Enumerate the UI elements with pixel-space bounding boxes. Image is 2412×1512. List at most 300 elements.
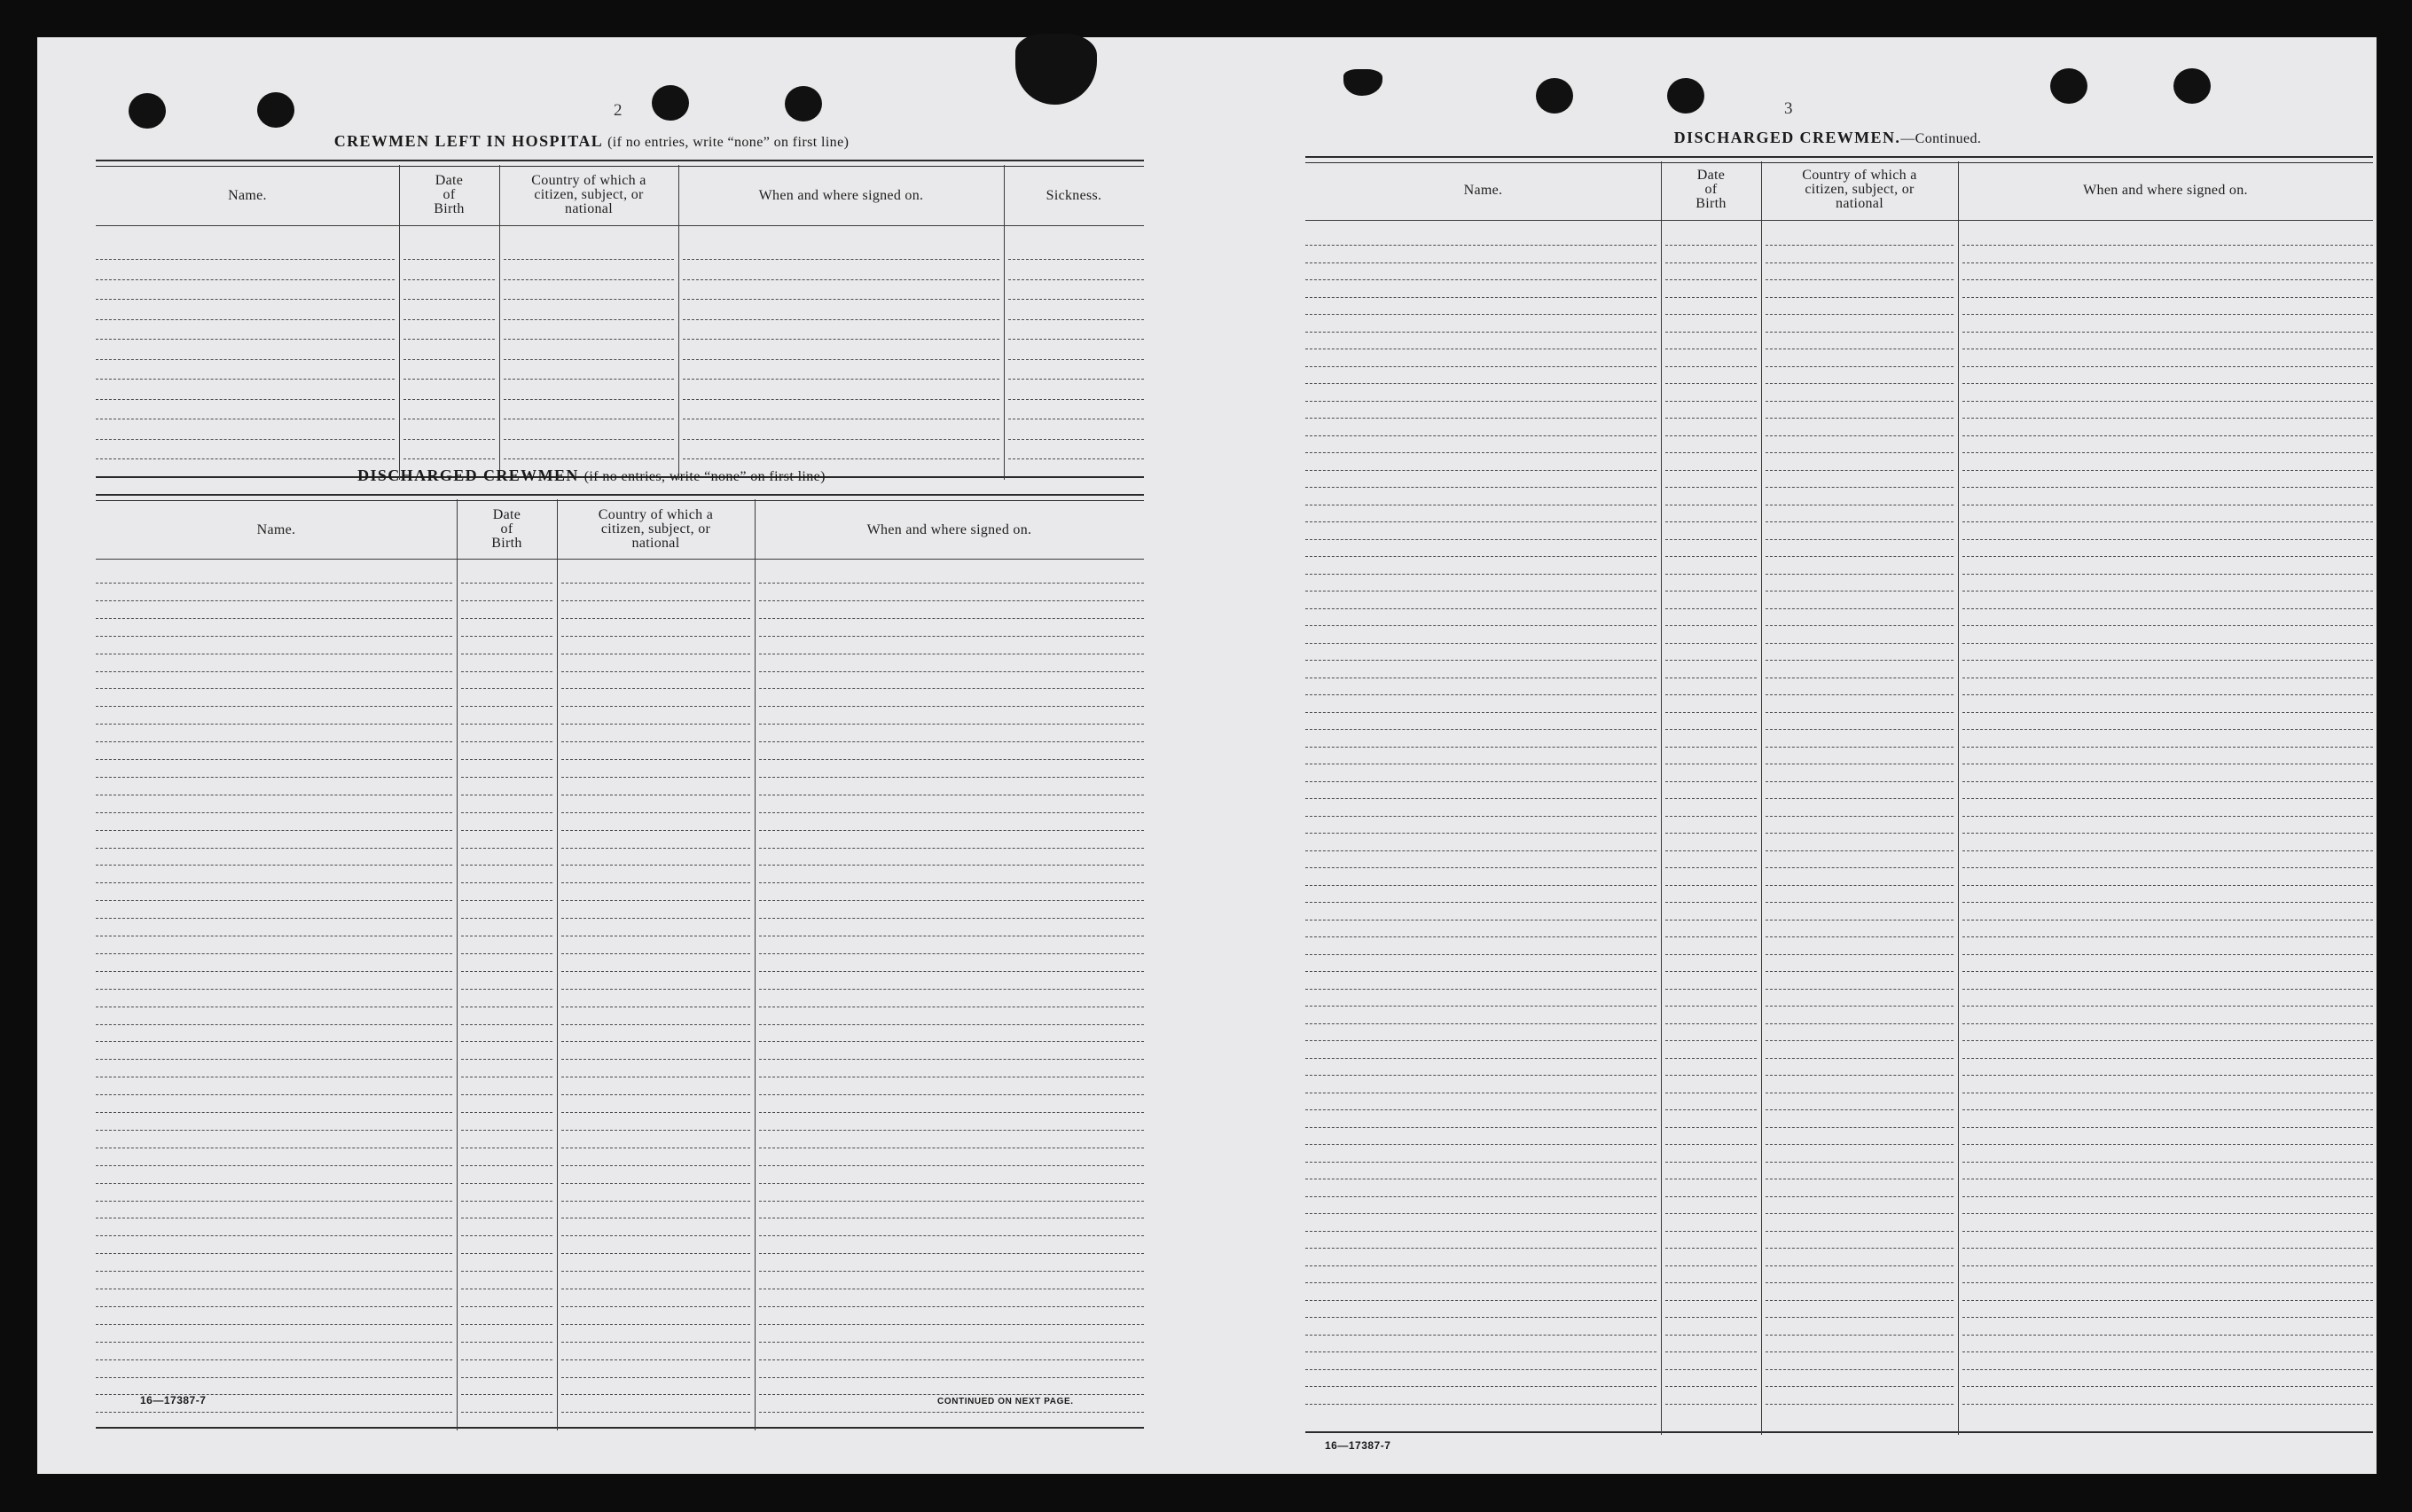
- entry-line-segment: [96, 989, 452, 990]
- entry-line-segment: [1766, 1040, 1954, 1041]
- entry-line-segment: [1766, 521, 1954, 522]
- entry-line-segment: [96, 777, 452, 778]
- entry-line-segment: [1766, 747, 1954, 748]
- entry-line-segment: [461, 1130, 552, 1131]
- entry-line-segment: [461, 882, 552, 883]
- col-header-name: Name.: [228, 188, 267, 203]
- entry-line-segment: [1766, 816, 1954, 817]
- entry-line-segment: [759, 724, 1144, 725]
- entry-line-segment: [96, 618, 452, 619]
- entry-line-segment: [96, 1271, 452, 1272]
- entry-line-segment: [1665, 712, 1757, 713]
- entry-line-segment: [96, 339, 395, 340]
- table-bottom-rule: [96, 1427, 1144, 1429]
- entry-line-segment: [561, 636, 750, 637]
- entry-line-segment: [96, 1024, 452, 1025]
- entry-line-segment: [1665, 954, 1757, 955]
- entry-line-segment: [1665, 1282, 1757, 1283]
- entry-line-segment: [759, 848, 1144, 849]
- entry-line-segment: [759, 583, 1144, 584]
- entry-line-segment: [759, 759, 1144, 760]
- entry-line-segment: [96, 900, 452, 901]
- entry-line-segment: [1766, 867, 1954, 868]
- entry-line-segment: [96, 706, 452, 707]
- entry-line-segment: [1766, 660, 1954, 661]
- entry-line-segment: [1305, 366, 1656, 367]
- entry-line-segment: [1665, 470, 1757, 471]
- entry-line-segment: [1305, 574, 1656, 575]
- hospital-table: [96, 160, 1144, 480]
- entry-line-segment: [1766, 625, 1954, 626]
- entry-line-segment: [759, 1377, 1144, 1378]
- entry-line-segment: [1766, 1023, 1954, 1024]
- entry-line-segment: [561, 971, 750, 972]
- entry-line-segment: [1305, 902, 1656, 903]
- entry-line-segment: [1665, 1369, 1757, 1370]
- entry-line-segment: [461, 1342, 552, 1343]
- entry-line-segment: [1962, 1006, 2373, 1007]
- entry-line-segment: [1766, 435, 1954, 436]
- entry-line-segment: [1962, 1386, 2373, 1387]
- page-number: 3: [1784, 99, 1793, 118]
- right-page: [1279, 37, 2377, 1474]
- entry-line-segment: [759, 1024, 1144, 1025]
- entry-line-segment: [403, 458, 495, 459]
- entry-line-segment: [1665, 1300, 1757, 1301]
- entry-line-segment: [1665, 1248, 1757, 1249]
- entry-line-segment: [683, 299, 999, 300]
- country-line: Country of which a: [1802, 168, 1917, 183]
- entry-line-segment: [461, 989, 552, 990]
- col-header-name: Name.: [1463, 183, 1503, 198]
- country-line: citizen, subject, or: [1805, 182, 1915, 197]
- entry-line-segment: [96, 1183, 452, 1184]
- country-line: national: [1836, 196, 1883, 211]
- entry-line-segment: [504, 399, 674, 400]
- entry-line-segment: [1766, 798, 1954, 799]
- entry-line-segment: [1305, 383, 1656, 384]
- entry-line-segment: [1766, 487, 1954, 488]
- dob-line: Birth: [491, 536, 522, 551]
- col-header-name: Name.: [256, 522, 296, 537]
- entry-line-segment: [461, 759, 552, 760]
- entry-line-segment: [561, 759, 750, 760]
- entry-line-segment: [461, 1377, 552, 1378]
- entry-line-segment: [561, 1324, 750, 1325]
- entry-line-segment: [1766, 452, 1954, 453]
- entry-line-segment: [1305, 556, 1656, 557]
- entry-line-segment: [403, 359, 495, 360]
- entry-line-segment: [1962, 989, 2373, 990]
- entry-line-segment: [461, 1253, 552, 1254]
- entry-line-segment: [1305, 920, 1656, 921]
- entry-line-segment: [1665, 539, 1757, 540]
- entry-line-segment: [1665, 1213, 1757, 1214]
- entry-line-segment: [96, 259, 395, 260]
- entry-line-segment: [96, 865, 452, 866]
- entry-line-segment: [1008, 339, 1144, 340]
- entry-line-segment: [561, 1253, 750, 1254]
- entry-line-segment: [1305, 1351, 1656, 1352]
- left-page: [37, 37, 1146, 1474]
- entry-line-segment: [1305, 452, 1656, 453]
- entry-line-segment: [1305, 989, 1656, 990]
- entry-line-segment: [1305, 1075, 1656, 1076]
- entry-line-segment: [561, 918, 750, 919]
- entry-line-segment: [1305, 1404, 1656, 1405]
- entry-line-segment: [1962, 245, 2373, 246]
- entry-line-segment: [759, 882, 1144, 883]
- entry-line-segment: [1766, 297, 1954, 298]
- hospital-section-title: [37, 132, 1146, 151]
- entry-line-segment: [561, 600, 750, 601]
- discharged-title-text: DISCHARGED CREWMEN: [357, 466, 579, 484]
- entry-line-segment: [1962, 798, 2373, 799]
- entry-line-segment: [461, 1394, 552, 1395]
- entry-line-segment: [1665, 1231, 1757, 1232]
- discharged-section-title: [37, 466, 1146, 485]
- table-bottom-rule: [1305, 1431, 2373, 1433]
- entry-line-segment: [561, 848, 750, 849]
- entry-line-segment: [561, 706, 750, 707]
- entry-line-segment: [1962, 1248, 2373, 1249]
- entry-line-segment: [1305, 729, 1656, 730]
- entry-line-segment: [561, 953, 750, 954]
- entry-line-segment: [504, 279, 674, 280]
- entry-line-segment: [759, 1165, 1144, 1166]
- entry-line-segment: [561, 671, 750, 672]
- entry-line-segment: [96, 724, 452, 725]
- entry-line-segment: [1766, 1386, 1954, 1387]
- entry-line-segment: [1766, 1282, 1954, 1283]
- entry-line-segment: [1665, 885, 1757, 886]
- entry-line-segment: [461, 1041, 552, 1042]
- entry-line-segment: [461, 1324, 552, 1325]
- hospital-rows: [96, 160, 1144, 476]
- entry-line-segment: [504, 379, 674, 380]
- entry-line-segment: [561, 724, 750, 725]
- entry-line-segment: [759, 1112, 1144, 1113]
- country-line: citizen, subject, or: [600, 521, 711, 537]
- entry-line-segment: [759, 636, 1144, 637]
- entry-line-segment: [504, 339, 674, 340]
- entry-line-segment: [1766, 1058, 1954, 1059]
- entry-line-segment: [96, 830, 452, 831]
- entry-line-segment: [1962, 1213, 2373, 1214]
- entry-line-segment: [1962, 366, 2373, 367]
- entry-line-segment: [759, 971, 1144, 972]
- dob-line: Date: [492, 507, 521, 522]
- entry-line-segment: [96, 918, 452, 919]
- entry-line-segment: [1766, 262, 1954, 263]
- entry-line-segment: [561, 830, 750, 831]
- entry-line-segment: [1665, 816, 1757, 817]
- entry-line-segment: [461, 1183, 552, 1184]
- entry-line-segment: [1766, 781, 1954, 782]
- country-line: Country of which a: [598, 507, 714, 522]
- dob-line: Date: [1696, 168, 1726, 183]
- entry-line-segment: [1665, 332, 1757, 333]
- entry-line-segment: [1962, 418, 2373, 419]
- entry-line-segment: [1962, 262, 2373, 263]
- entry-line-segment: [1766, 1404, 1954, 1405]
- entry-line-segment: [561, 1059, 750, 1060]
- entry-line-segment: [561, 1342, 750, 1343]
- entry-line-segment: [96, 1094, 452, 1095]
- entry-line-segment: [1665, 297, 1757, 298]
- entry-line-segment: [1962, 902, 2373, 903]
- entry-line-segment: [1962, 435, 2373, 436]
- entry-line-segment: [1305, 297, 1656, 298]
- entry-line-segment: [1962, 954, 2373, 955]
- entry-line-segment: [96, 1324, 452, 1325]
- entry-line-segment: [561, 1271, 750, 1272]
- torn-paper-mark: [1015, 34, 1097, 105]
- entry-line-segment: [1766, 1351, 1954, 1352]
- entry-line-segment: [461, 1112, 552, 1113]
- entry-line-segment: [96, 882, 452, 883]
- entry-line-segment: [1766, 1213, 1954, 1214]
- entry-line-segment: [1665, 729, 1757, 730]
- entry-line-segment: [461, 1059, 552, 1060]
- entry-line-segment: [683, 399, 999, 400]
- entry-line-segment: [96, 636, 452, 637]
- entry-line-segment: [1766, 1109, 1954, 1110]
- entry-line-segment: [759, 1394, 1144, 1395]
- entry-line-segment: [1305, 1196, 1656, 1197]
- entry-line-segment: [1665, 936, 1757, 937]
- entry-line-segment: [1665, 1335, 1757, 1336]
- country-line: citizen, subject, or: [534, 187, 644, 202]
- entry-line-segment: [561, 1306, 750, 1307]
- entry-line-segment: [1665, 971, 1757, 972]
- entry-line-segment: [1766, 314, 1954, 315]
- entry-line-segment: [759, 671, 1144, 672]
- entry-line-segment: [96, 759, 452, 760]
- dob-line: Birth: [1695, 196, 1727, 211]
- entry-line-segment: [1665, 850, 1757, 851]
- entry-line-segment: [1962, 781, 2373, 782]
- entry-line-segment: [461, 1201, 552, 1202]
- entry-line-segment: [561, 1359, 750, 1360]
- entry-line-segment: [1962, 279, 2373, 280]
- col-header-signed-on: When and where signed on.: [866, 522, 1032, 537]
- entry-line-segment: [1766, 643, 1954, 644]
- entry-line-segment: [96, 319, 395, 320]
- entry-line-segment: [561, 1112, 750, 1113]
- section-title-suffix: —Continued.: [1900, 131, 1982, 146]
- entry-line-segment: [1962, 1023, 2373, 1024]
- entry-line-segment: [403, 319, 495, 320]
- entry-line-segment: [561, 1412, 750, 1413]
- entry-line-segment: [1305, 1127, 1656, 1128]
- entry-line-segment: [1962, 920, 2373, 921]
- entry-line-segment: [759, 1342, 1144, 1343]
- entry-line-segment: [759, 1183, 1144, 1184]
- entry-line-segment: [504, 299, 674, 300]
- entry-line-segment: [1305, 712, 1656, 713]
- entry-line-segment: [1962, 383, 2373, 384]
- entry-line-segment: [1962, 816, 2373, 817]
- entry-line-segment: [1766, 920, 1954, 921]
- entry-line-segment: [1962, 470, 2373, 471]
- entry-line-segment: [96, 399, 395, 400]
- entry-line-segment: [96, 848, 452, 849]
- entry-line-segment: [1665, 902, 1757, 903]
- entry-line-segment: [1305, 1162, 1656, 1163]
- entry-line-segment: [561, 1094, 750, 1095]
- col-header-sickness: Sickness.: [1045, 188, 1102, 203]
- entry-line-segment: [1766, 833, 1954, 834]
- entry-line-segment: [1962, 608, 2373, 609]
- entry-line-segment: [461, 812, 552, 813]
- entry-line-segment: [1008, 359, 1144, 360]
- entry-line-segment: [1305, 971, 1656, 972]
- entry-line-segment: [1305, 470, 1656, 471]
- entry-line-segment: [1305, 1265, 1656, 1266]
- punch-hole: [2050, 68, 2087, 104]
- entry-line-segment: [96, 671, 452, 672]
- entry-line-segment: [1305, 660, 1656, 661]
- entry-line-segment: [96, 1342, 452, 1343]
- entry-line-segment: [1962, 314, 2373, 315]
- punch-hole: [1536, 78, 1573, 114]
- entry-line-segment: [1665, 1058, 1757, 1059]
- entry-line-segment: [561, 900, 750, 901]
- entry-line-segment: [1665, 694, 1757, 695]
- discharged-table: [96, 494, 1144, 1430]
- entry-line-segment: [561, 583, 750, 584]
- entry-line-segment: [1665, 401, 1757, 402]
- entry-line-segment: [561, 882, 750, 883]
- entry-line-segment: [461, 741, 552, 742]
- entry-line-segment: [759, 1094, 1144, 1095]
- entry-line-segment: [1665, 1006, 1757, 1007]
- entry-line-segment: [1962, 729, 2373, 730]
- entry-line-segment: [1008, 399, 1144, 400]
- entry-line-segment: [561, 688, 750, 689]
- entry-line-segment: [759, 918, 1144, 919]
- entry-line-segment: [96, 379, 395, 380]
- entry-line-segment: [461, 688, 552, 689]
- entry-line-segment: [1665, 245, 1757, 246]
- entry-line-segment: [96, 299, 395, 300]
- entry-line-segment: [1766, 1317, 1954, 1318]
- entry-line-segment: [1305, 798, 1656, 799]
- page-number: 2: [614, 101, 623, 120]
- entry-line-segment: [1962, 1162, 2373, 1163]
- entry-line-segment: [461, 1271, 552, 1272]
- entry-line-segment: [96, 971, 452, 972]
- entry-line-segment: [1962, 971, 2373, 972]
- entry-line-segment: [759, 865, 1144, 866]
- entry-line-segment: [561, 1235, 750, 1236]
- entry-line-segment: [759, 1201, 1144, 1202]
- entry-line-segment: [1766, 1265, 1954, 1266]
- entry-line-segment: [403, 339, 495, 340]
- entry-line-segment: [759, 706, 1144, 707]
- entry-line-segment: [1766, 885, 1954, 886]
- entry-line-segment: [1766, 729, 1954, 730]
- entry-line-segment: [1766, 712, 1954, 713]
- entry-line-segment: [96, 812, 452, 813]
- entry-line-segment: [1962, 1265, 2373, 1266]
- entry-line-segment: [683, 439, 999, 440]
- entry-line-segment: [461, 706, 552, 707]
- torn-paper-mark: [1343, 69, 1382, 96]
- entry-line-segment: [759, 777, 1144, 778]
- entry-line-segment: [1962, 1404, 2373, 1405]
- entry-line-segment: [461, 830, 552, 831]
- entry-line-segment: [1766, 574, 1954, 575]
- entry-line-segment: [1305, 1231, 1656, 1232]
- entry-line-segment: [1305, 539, 1656, 540]
- punch-hole: [652, 85, 689, 121]
- entry-line-segment: [1962, 401, 2373, 402]
- entry-line-segment: [1766, 1162, 1954, 1163]
- entry-line-segment: [1665, 418, 1757, 419]
- entry-line-segment: [1665, 920, 1757, 921]
- entry-line-segment: [1766, 539, 1954, 540]
- entry-line-segment: [561, 1041, 750, 1042]
- discharged-continued-table: [1305, 156, 2373, 1435]
- entry-line-segment: [1962, 1300, 2373, 1301]
- entry-line-segment: [1665, 660, 1757, 661]
- entry-line-segment: [1305, 694, 1656, 695]
- dob-line: of: [1704, 182, 1718, 197]
- entry-line-segment: [1665, 1351, 1757, 1352]
- entry-line-segment: [1665, 1023, 1757, 1024]
- entry-line-segment: [1305, 487, 1656, 488]
- entry-line-segment: [1766, 1127, 1954, 1128]
- entry-line-segment: [1665, 1317, 1757, 1318]
- entry-line-segment: [1305, 1282, 1656, 1283]
- entry-line-segment: [461, 1024, 552, 1025]
- entry-line-segment: [1766, 1075, 1954, 1076]
- entry-line-segment: [1962, 1058, 2373, 1059]
- entry-line-segment: [1665, 262, 1757, 263]
- entry-line-segment: [1305, 1006, 1656, 1007]
- entry-line-segment: [1008, 319, 1144, 320]
- punch-hole: [2173, 68, 2211, 104]
- entry-line-segment: [1665, 1040, 1757, 1041]
- entry-line-segment: [1665, 452, 1757, 453]
- entry-line-segment: [1305, 936, 1656, 937]
- entry-line-segment: [461, 865, 552, 866]
- entry-line-segment: [1665, 747, 1757, 748]
- entry-line-segment: [759, 600, 1144, 601]
- entry-line-segment: [1305, 521, 1656, 522]
- entry-line-segment: [1766, 902, 1954, 903]
- entry-line-segment: [1962, 332, 2373, 333]
- entry-line-segment: [1962, 885, 2373, 886]
- entry-line-segment: [1766, 1196, 1954, 1197]
- entry-line-segment: [683, 359, 999, 360]
- entry-line-segment: [1962, 747, 2373, 748]
- dob-line: of: [500, 521, 513, 537]
- entry-line-segment: [1962, 1075, 2373, 1076]
- entry-line-segment: [1665, 1386, 1757, 1387]
- entry-line-segment: [759, 1130, 1144, 1131]
- entry-line-segment: [759, 953, 1144, 954]
- form-code: 16—17387-7: [1325, 1439, 1391, 1452]
- entry-line-segment: [683, 279, 999, 280]
- entry-line-segment: [1665, 1404, 1757, 1405]
- entry-line-segment: [1962, 833, 2373, 834]
- entry-line-segment: [1305, 816, 1656, 817]
- entry-line-segment: [1766, 1248, 1954, 1249]
- entry-line-segment: [1665, 487, 1757, 488]
